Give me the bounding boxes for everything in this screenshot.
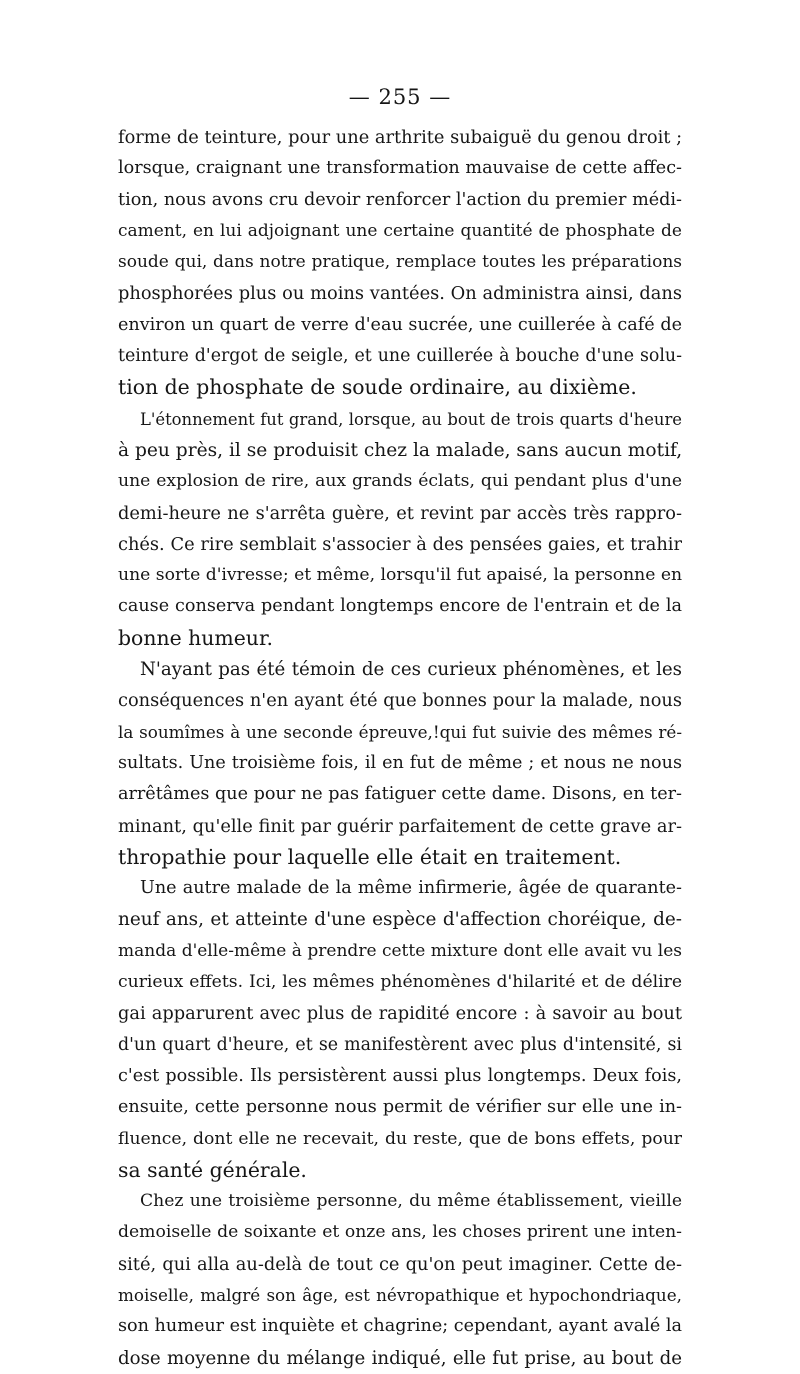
- paragraph: [118, 122, 682, 404]
- book-page: [118, 82, 682, 1374]
- text-line: N'ayant pas été témoin de ces curieux phénomènes, et les: [140, 659, 682, 681]
- text-line: sité, qui alla au-delà de tout ce qu'on peut imaginer. Cette de-: [118, 1253, 682, 1275]
- text-line: soude qui, dans notre pratique, remplace toutes les préparations: [118, 252, 682, 273]
- text-line: dose moyenne du mélange indiqué, elle fut prise, au bout de: [118, 1347, 682, 1369]
- text-line: gai apparurent avec plus de rapidité encore : à savoir au bout: [118, 1003, 682, 1025]
- text-line: curieux effets. Ici, les mêmes phénomènes d'hilarité et de délire: [118, 972, 682, 993]
- text-line: moiselle, malgré son âge, est névropathique et hypochondriaque,: [118, 1284, 682, 1305]
- paragraph: [118, 873, 682, 1186]
- text-line: thropathie pour laquelle elle était en traitement.: [118, 844, 622, 869]
- text-line: Une autre malade de la même infirmerie, âgée de quarante-: [140, 878, 682, 899]
- text-line: ensuite, cette personne nous permit de vérifier sur elle une in-: [118, 1097, 682, 1118]
- paragraph: [118, 1186, 682, 1374]
- text-line: minant, qu'elle finit par guérir parfaitement de cette grave ar-: [118, 815, 682, 837]
- text-line: c'est possible. Ils persistèrent aussi plus longtemps. Deux fois,: [118, 1065, 682, 1086]
- text-line: sultats. Une troisième fois, il en fut de même ; et nous ne nous: [118, 752, 682, 773]
- text-line: la soumîmes à une seconde épreuve,!qui fut suivie des mêmes ré-: [118, 721, 682, 742]
- text-line: cause conserva pendant longtemps encore de l'entrain et de la: [118, 596, 682, 617]
- text-line: conséquences n'en ayant été que bonnes pour la malade, nous: [118, 690, 682, 712]
- text-line: fluence, dont elle ne recevait, du reste, que de bons effets, pour: [118, 1128, 682, 1149]
- text-line: une explosion de rire, aux grands éclats, qui pendant plus d'une: [118, 471, 682, 492]
- paragraph: [118, 654, 682, 873]
- text-line: forme de teinture, pour une arthrite subaiguë du genou droit ;: [118, 127, 683, 148]
- text-line: teinture d'ergot de seigle, et une cuillerée à bouche d'une solu-: [118, 346, 682, 367]
- page-body: [118, 122, 682, 1374]
- text-line: bonne humeur.: [118, 625, 273, 650]
- paragraph: [118, 404, 682, 654]
- page-number: — 255 —: [348, 85, 452, 109]
- text-line: d'un quart d'heure, et se manifestèrent avec plus d'intensité, si: [118, 1034, 682, 1055]
- text-line: phosphorées plus ou moins vantées. On administra ainsi, dans: [118, 283, 682, 305]
- text-line: à peu près, il se produisit chez la malade, sans aucun motif,: [118, 439, 683, 461]
- text-line: chés. Ce rire semblait s'associer à des pensées gaies, et trahir: [118, 533, 682, 555]
- text-line: arrêtâmes que pour ne pas fatiguer cette dame. Disons, en ter-: [118, 784, 682, 805]
- text-line: Chez une troisième personne, du même établissement, vieille: [140, 1191, 682, 1212]
- text-line: lorsque, craignant une transformation mauvaise de cette affec-: [118, 158, 682, 179]
- text-line: environ un quart de verre d'eau sucrée, une cuillerée à café de: [118, 314, 682, 335]
- text-line: demoiselle de soixante et onze ans, les choses prirent une inten-: [118, 1222, 682, 1243]
- text-line: son humeur est inquiète et chagrine; cependant, ayant avalé la: [118, 1316, 682, 1337]
- text-line: cament, en lui adjoignant une certaine quantité de phosphate de: [118, 220, 682, 241]
- text-line: tion de phosphate de soude ordinaire, au dixième.: [118, 375, 637, 400]
- text-line: sa santé générale.: [118, 1157, 307, 1182]
- text-line: manda d'elle-même à prendre cette mixture dont elle avait vu les: [118, 940, 682, 961]
- text-line: une sorte d'ivresse; et même, lorsqu'il fut apaisé, la personne en: [118, 565, 683, 586]
- text-line: L'étonnement fut grand, lorsque, au bout de trois quarts d'heure: [140, 409, 682, 429]
- text-line: demi-heure ne s'arrêta guère, et revint par accès très rappro-: [118, 502, 682, 524]
- text-line: neuf ans, et atteinte d'une espèce d'affection choréique, de-: [118, 909, 682, 931]
- text-line: tion, nous avons cru devoir renforcer l'action du premier médi-: [118, 189, 682, 210]
